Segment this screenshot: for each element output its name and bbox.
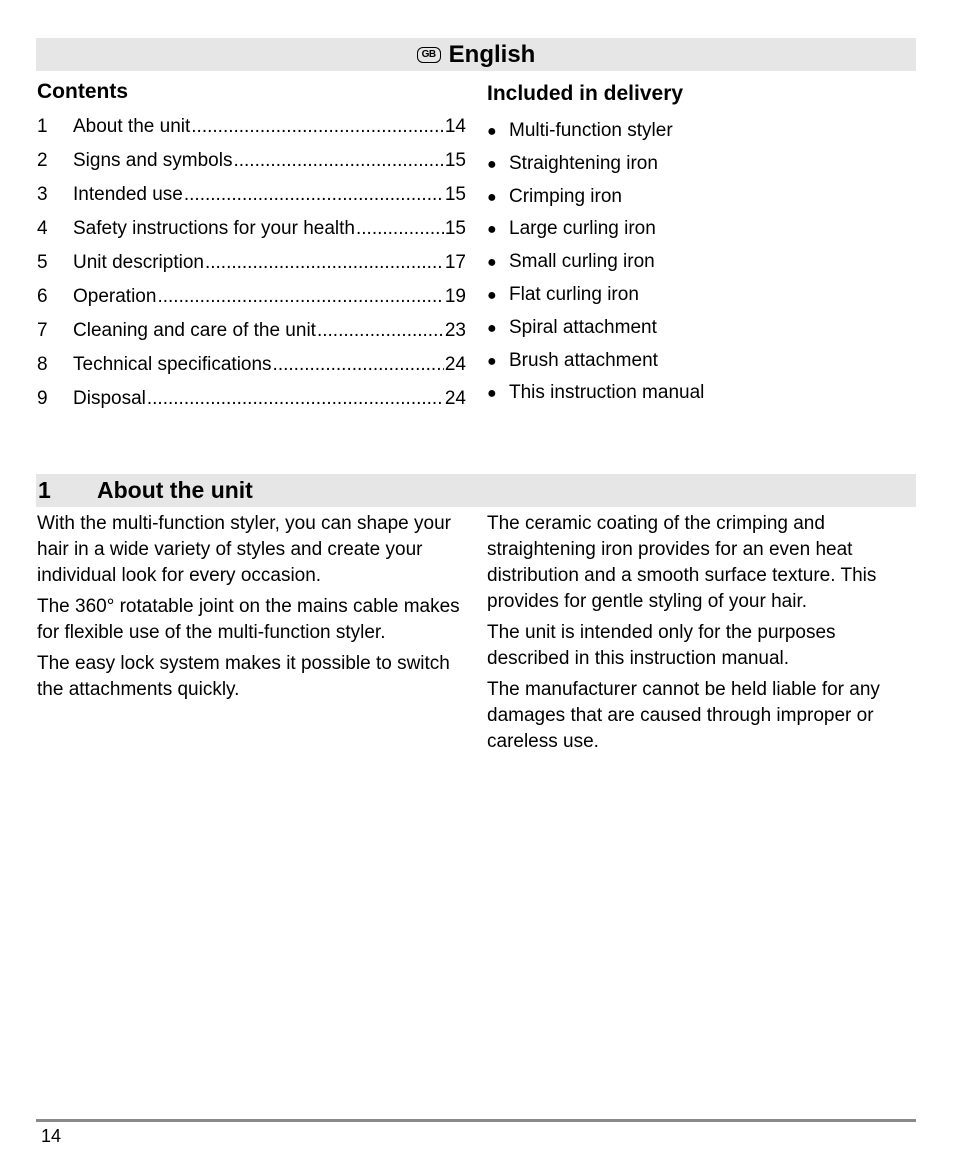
toc-title: Signs and symbols bbox=[73, 150, 233, 171]
toc-page-number: 24 bbox=[444, 354, 466, 375]
toc-entry-safety-instructions[interactable] bbox=[37, 218, 466, 252]
list-item bbox=[487, 153, 704, 186]
toc-leader-dots bbox=[233, 150, 443, 172]
toc-leader-dots bbox=[356, 218, 444, 240]
toc-entry-about-the-unit[interactable] bbox=[37, 116, 466, 150]
page-number: 14 bbox=[41, 1126, 62, 1146]
toc-entry-intended-use[interactable] bbox=[37, 184, 466, 218]
list-item bbox=[487, 350, 704, 383]
toc-number: 7 bbox=[37, 320, 48, 341]
list-item-text: Crimping iron bbox=[509, 185, 622, 207]
toc-page-number: 17 bbox=[444, 252, 466, 273]
body-column-left bbox=[37, 511, 467, 708]
toc-page-number: 19 bbox=[444, 286, 466, 307]
toc-title: Intended use bbox=[73, 184, 183, 205]
toc-page-number: 14 bbox=[444, 116, 466, 137]
paragraph: The easy lock system makes it possible to switch the attachments quickly. bbox=[37, 653, 450, 700]
toc-number: 3 bbox=[37, 184, 48, 205]
toc-entry-unit-description[interactable] bbox=[37, 252, 466, 286]
toc-page-number: 15 bbox=[444, 150, 466, 171]
toc-title: Unit description bbox=[73, 252, 204, 273]
list-item bbox=[487, 382, 704, 415]
bullet-icon: ● bbox=[487, 188, 497, 206]
section-heading bbox=[36, 474, 916, 507]
list-item-text: Flat curling iron bbox=[509, 283, 639, 305]
list-item-text: Small curling iron bbox=[509, 251, 655, 273]
gb-country-icon: GB bbox=[417, 47, 441, 63]
section-title: About the unit bbox=[97, 477, 253, 503]
footer-divider bbox=[36, 1119, 916, 1122]
bullet-icon: ● bbox=[487, 155, 497, 173]
toc-entry-cleaning-and-care[interactable] bbox=[37, 320, 466, 354]
toc-number: 4 bbox=[37, 218, 48, 239]
toc-leader-dots bbox=[157, 286, 443, 308]
contents-heading: Contents bbox=[37, 80, 128, 103]
language-header bbox=[36, 38, 916, 71]
list-item-text: This instruction manual bbox=[509, 382, 705, 404]
toc-entry-signs-and-symbols[interactable] bbox=[37, 150, 466, 184]
table-of-contents bbox=[37, 116, 466, 422]
body-column-right bbox=[487, 511, 922, 760]
toc-page-number: 23 bbox=[444, 320, 466, 341]
list-item-text: Spiral attachment bbox=[509, 316, 657, 338]
toc-entry-technical-specifications[interactable] bbox=[37, 354, 466, 388]
list-item bbox=[487, 251, 704, 284]
list-item-text: Multi-function styler bbox=[509, 120, 673, 141]
bullet-icon: ● bbox=[487, 352, 497, 370]
bullet-icon: ● bbox=[487, 286, 497, 304]
toc-leader-dots bbox=[191, 116, 444, 138]
paragraph: The unit is intended only for the purposes described in this instruction manual. bbox=[487, 622, 836, 669]
list-item bbox=[487, 317, 704, 350]
toc-title: About the unit bbox=[73, 116, 191, 137]
toc-title: Technical specifications bbox=[73, 354, 272, 375]
section-number: 1 bbox=[38, 477, 51, 503]
toc-number: 8 bbox=[37, 354, 48, 375]
list-item-text: Straightening iron bbox=[509, 152, 658, 174]
paragraph: With the multi-function styler, you can shape your hair in a wide variety of styles and create your individual look for every occasion. bbox=[37, 513, 451, 586]
toc-number: 1 bbox=[37, 116, 48, 137]
toc-entry-operation[interactable] bbox=[37, 286, 466, 320]
bullet-icon: ● bbox=[487, 319, 497, 337]
toc-page-number: 24 bbox=[444, 388, 466, 409]
toc-page-number: 15 bbox=[444, 218, 466, 239]
toc-leader-dots bbox=[317, 320, 444, 342]
list-item bbox=[487, 218, 704, 251]
bullet-icon: ● bbox=[487, 254, 497, 272]
toc-title: Cleaning and care of the unit bbox=[73, 320, 316, 341]
paragraph: The 360° rotatable joint on the mains cable makes for flexible use of the multi-function styler. bbox=[37, 596, 460, 643]
bullet-icon: ● bbox=[487, 221, 497, 239]
bullet-icon: ● bbox=[487, 123, 497, 140]
toc-leader-dots bbox=[205, 252, 444, 274]
toc-number: 6 bbox=[37, 286, 48, 307]
paragraph: The manufacturer cannot be held liable for any damages that are caused through improper or careless use. bbox=[487, 679, 880, 752]
paragraph: The ceramic coating of the crimping and straightening iron provides for an even heat distribution and a smooth surface texture. This provides for gentle styling of your hair. bbox=[487, 513, 877, 612]
toc-number: 9 bbox=[37, 388, 48, 409]
list-item-text: Large curling iron bbox=[509, 218, 656, 240]
language-title: English bbox=[448, 40, 536, 68]
delivery-heading: Included in delivery bbox=[487, 82, 684, 105]
toc-leader-dots bbox=[147, 388, 444, 410]
toc-title: Disposal bbox=[73, 388, 146, 409]
bullet-icon: ● bbox=[487, 385, 497, 403]
toc-page-number: 15 bbox=[444, 184, 466, 205]
toc-number: 5 bbox=[37, 252, 48, 273]
toc-number: 2 bbox=[37, 150, 48, 171]
list-item bbox=[487, 186, 704, 219]
toc-leader-dots bbox=[184, 184, 444, 206]
list-item-text: Brush attachment bbox=[509, 349, 658, 371]
toc-title: Safety instructions for your health bbox=[73, 218, 355, 239]
toc-title: Operation bbox=[73, 286, 157, 307]
toc-entry-disposal[interactable] bbox=[37, 388, 466, 422]
list-item bbox=[487, 284, 704, 317]
list-item bbox=[487, 120, 704, 153]
delivery-list bbox=[487, 120, 704, 415]
toc-leader-dots bbox=[273, 354, 444, 376]
